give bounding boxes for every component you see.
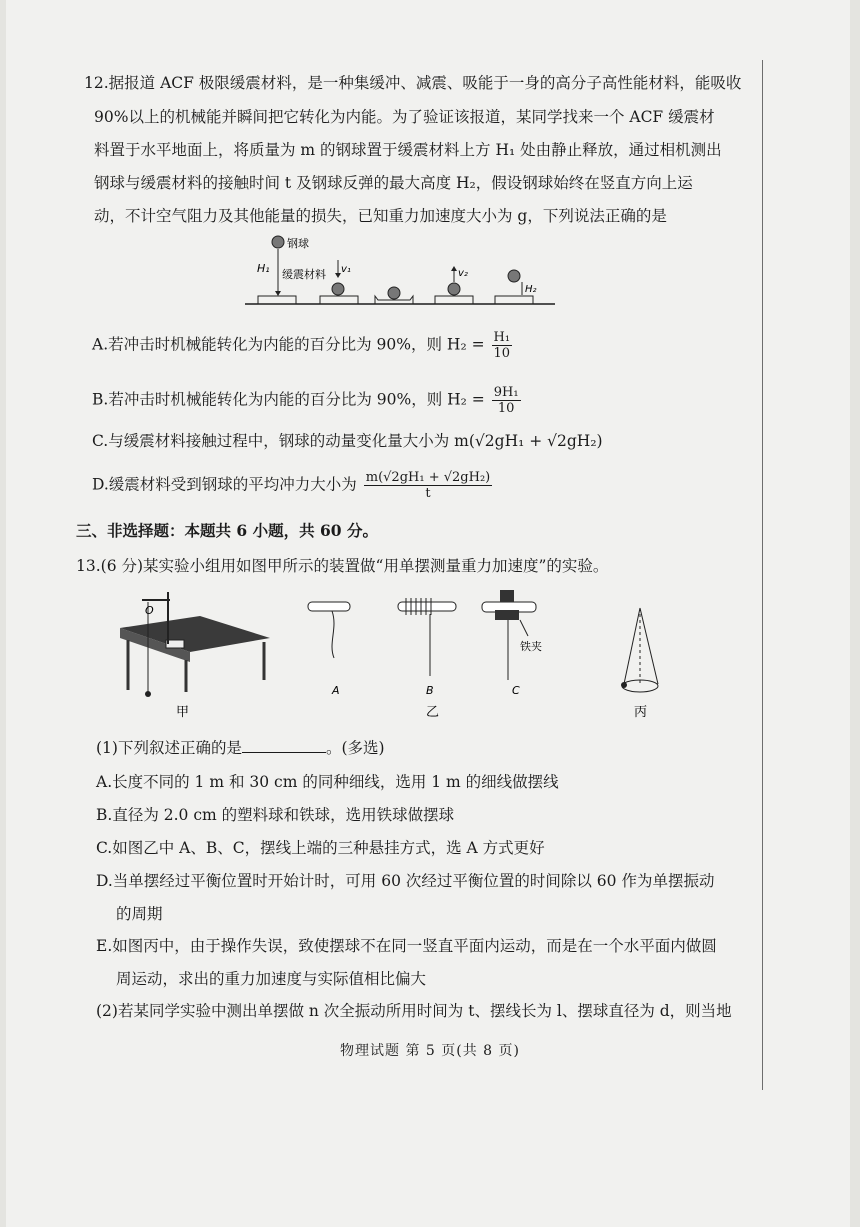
q12-line-3: 料置于水平地面上，将质量为 m 的钢球置于缓震材料上方 H₁ 处由静止释放，通过相机测出 [94, 141, 722, 159]
binding-line [762, 60, 763, 1090]
q13-option-d-line-2: 的周期 [116, 905, 163, 923]
part-1-suffix: 。(多选) [325, 739, 385, 757]
option-b-numerator: 9H₁ [493, 385, 519, 400]
part-1-prefix: (1)下列叙述正确的是 [96, 739, 242, 757]
q13-part-2: (2)若某同学实验中测出单摆做 n 次全振动所用时间为 t、摆线长为 l、摆球直径为 d，则当地 [96, 1002, 732, 1020]
q13-part-1 [96, 737, 385, 759]
steel-ball-start [272, 236, 284, 248]
label-A: A [332, 684, 340, 697]
cone-left [624, 608, 640, 684]
label-bing: 丙 [634, 705, 648, 720]
pendulum-bob [145, 691, 151, 697]
label-O: O [145, 604, 154, 617]
page-footer: 物理试题 第 5 页(共 8 页) [340, 1043, 520, 1059]
rod-B [398, 602, 456, 611]
h1-arrowhead [275, 291, 281, 296]
v2-arrowhead [451, 266, 457, 271]
label-B: B [426, 684, 434, 697]
q13-option-a: A.长度不同的 1 m 和 30 cm 的同种细线，选用 1 m 的细线做摆线 [96, 773, 559, 791]
material-block-2 [320, 296, 358, 304]
q13-option-e-line-1: E.如图丙中，由于操作失误，致使摆球不在同一竖直平面内运动，而是在一个水平面内做圆 [96, 937, 717, 955]
q13-option-b: B.直径为 2.0 cm 的塑料球和铁球，选用铁球做摆球 [96, 806, 455, 824]
q12-line-1: 12.据报道 ACF 极限缓震材料，是一种集缓冲、减震、吸能于一身的高分子高性能材料，能吸收 [84, 74, 742, 92]
q13-option-e-line-2: 周运动，求出的重力加速度与实际值相比偏大 [116, 970, 427, 988]
option-d-numerator: m(√2gH₁ + √2gH₂) [365, 470, 491, 485]
material-block-1 [258, 296, 296, 304]
material-label: 缓震材料 [282, 268, 326, 281]
cone-right [640, 608, 658, 684]
q12-option-c: C.与缓震材料接触过程中，钢球的动量变化量大小为 m(√2gH₁ + √2gH₂) [92, 432, 603, 450]
option-d-fraction [364, 470, 492, 501]
material-block-4 [435, 296, 473, 304]
q12-line-5: 动，不计空气阻力及其他能量的损失，已知重力加速度大小为 g，下列说法正确的是 [94, 207, 667, 225]
label-yi: 乙 [426, 705, 440, 720]
option-b-fraction [492, 385, 521, 416]
v1-label: v₁ [341, 264, 351, 275]
clamp-pointer [520, 620, 528, 636]
option-a-numerator: H₁ [493, 330, 511, 345]
v2-label: v₂ [458, 268, 468, 279]
conical-bob [621, 682, 627, 688]
option-b-text: B.若冲击时机械能转化为内能的百分比为 90%，则 H₂ = [92, 390, 485, 409]
steel-ball-compress [388, 287, 400, 299]
option-b-denominator: 10 [497, 401, 515, 416]
q13-option-d-line-1: D.当单摆经过平衡位置时开始计时，可用 60 次经过平衡位置的时间除以 60 作为单摆振动 [96, 872, 715, 890]
q13-intro: 13.(6 分)某实验小组用如图甲所示的装置做“用单摆测量重力加速度”的实验。 [76, 557, 609, 575]
steel-ball-rebound [448, 283, 460, 295]
steel-ball-label: 钢球 [287, 237, 309, 250]
clamp-body [495, 610, 519, 620]
material-block-5 [495, 296, 533, 304]
q12-option-b [92, 385, 523, 416]
q12-option-a [92, 330, 514, 361]
label-jia: 甲 [176, 705, 190, 720]
option-a-fraction [492, 330, 513, 361]
q13-option-c: C.如图乙中 A、B、C，摆线上端的三种悬挂方式，选 A 方式更好 [96, 839, 545, 857]
steel-ball-impact [332, 283, 344, 295]
h2-label: H₂ [525, 284, 537, 295]
q12-figure [240, 232, 560, 312]
q12-option-d [92, 470, 494, 501]
section-3-heading: 三、非选择题：本题共 6 小题，共 60 分。 [76, 521, 378, 540]
answer-blank[interactable] [242, 738, 326, 753]
table-top [120, 616, 270, 652]
label-clamp: 铁夹 [520, 640, 542, 653]
clamp-top [500, 590, 514, 602]
label-C: C [512, 684, 520, 697]
thread-A [332, 611, 334, 658]
option-a-text: A.若冲击时机械能转化为内能的百分比为 90%，则 H₂ = [92, 335, 485, 354]
q13-figure [100, 588, 680, 728]
q12-line-2: 90%以上的机械能并瞬间把它转化为内能。为了验证该报道，某同学找来一个 ACF 缓震材 [94, 108, 715, 126]
option-d-denominator: t [425, 486, 431, 501]
option-d-text: D.缓震材料受到钢球的平均冲力大小为 [92, 475, 357, 494]
q12-line-4: 钢球与缓震材料的接触时间 t 及钢球反弹的最大高度 H₂，假设钢球始终在竖直方向上运 [94, 174, 693, 192]
rod-A [308, 602, 350, 611]
steel-ball-top [508, 270, 520, 282]
h1-label: H₁ [257, 262, 270, 275]
option-a-denominator: 10 [493, 346, 511, 361]
